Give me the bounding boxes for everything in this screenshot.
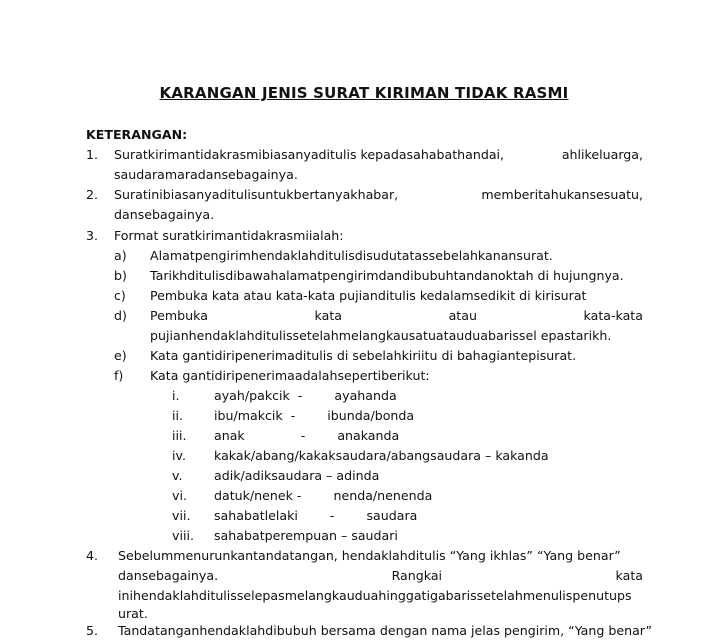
- sub-letter: c): [114, 288, 126, 303]
- item-line: [114, 145, 643, 165]
- roman-number: vii.: [172, 508, 191, 523]
- roman-number: viii.: [172, 528, 194, 543]
- sub-letter: a): [114, 248, 127, 263]
- item-number: 3.: [86, 228, 99, 243]
- item-text: memberitahukansesuatu,: [481, 187, 643, 202]
- item-text: Suratkirimantidakrasmibiasanyaditulis kepadasahabathandai,: [114, 147, 505, 162]
- roman-text: datuk/nenek - nenda/nenenda: [214, 488, 433, 503]
- item-number: 4.: [86, 548, 99, 563]
- item-text: kata: [615, 568, 643, 583]
- item-line: [114, 185, 643, 205]
- sub-text: Tarikhditulisdibawahalamatpengirimdandibubuhtandanoktah di hujungnya.: [150, 268, 624, 283]
- item-text: dansebagainya.: [114, 207, 215, 222]
- sub-word: kata: [314, 308, 342, 323]
- item-text: Format suratkirimantidakrasmiialah:: [114, 228, 344, 243]
- section-heading: KETERANGAN:: [86, 127, 188, 142]
- sub-letter: e): [114, 348, 127, 363]
- roman-number: iv.: [172, 448, 186, 463]
- sub-letter: b): [114, 268, 127, 283]
- item-text: Sebelummenurunkantandatangan, hendaklahditulis “Yang ikhlas” “Yang benar”: [118, 548, 621, 563]
- item-text: inihendaklahditulisselepasmelangkauduahinggatigabarissetelahmenulispenutups: [118, 588, 632, 603]
- sub-text: Kata gantidiripenerimaditulis di sebelahkiriitu di bahagiantepisurat.: [150, 348, 577, 363]
- item-number: 5.: [86, 623, 99, 638]
- document-title: KARANGAN JENIS SURAT KIRIMAN TIDAK RASMI: [159, 84, 569, 102]
- roman-number: ii.: [172, 408, 184, 423]
- item-text: Tandatanganhendaklahdibubuh bersama dengan nama jelas pengirim, “Yang benar”: [118, 623, 653, 638]
- sub-line: [150, 306, 643, 326]
- roman-text: sahabatlelaki - saudara: [214, 508, 418, 523]
- roman-number: vi.: [172, 488, 187, 503]
- item-text: saudaramaradansebagainya.: [114, 167, 298, 182]
- item-text: Rangkai: [391, 568, 443, 583]
- roman-text: adik/adiksaudara – adinda: [214, 468, 380, 483]
- item-text: urat.: [118, 606, 148, 621]
- item-line: [118, 566, 643, 586]
- roman-number: iii.: [172, 428, 187, 443]
- item-text: Suratinibiasanyaditulisuntukbertanyakhabar,: [114, 187, 399, 202]
- roman-text: anak - anakanda: [214, 428, 400, 443]
- sub-text: Kata gantidiripenerimaadalahsepertiberikut:: [150, 368, 430, 383]
- item-text: ahlikeluarga,: [561, 147, 643, 162]
- roman-text: ibu/makcik - ibunda/bonda: [214, 408, 415, 423]
- item-number: 1.: [86, 147, 99, 162]
- sub-text: pujianhendaklahditulissetelahmelangkausatuatauduabarissel epastarikh.: [150, 328, 612, 343]
- roman-text: kakak/abang/kakaksaudara/abangsaudara – kakanda: [214, 448, 549, 463]
- sub-text: Pembuka kata atau kata-kata pujianditulis kedalamsedikit di kirisurat: [150, 288, 587, 303]
- sub-letter: d): [114, 308, 127, 323]
- item-text: dansebagainya.: [118, 568, 219, 583]
- roman-number: v.: [172, 468, 183, 483]
- sub-word: atau: [448, 308, 477, 323]
- sub-letter: f): [114, 368, 124, 383]
- roman-number: i.: [172, 388, 180, 403]
- sub-word: Pembuka: [150, 308, 208, 323]
- roman-text: ayah/pakcik - ayahanda: [214, 388, 397, 403]
- sub-word: kata-kata: [583, 308, 643, 323]
- sub-text: Alamatpengirimhendaklahditulisdisudutatassebelahkanansurat.: [150, 248, 553, 263]
- roman-text: sahabatperempuan – saudari: [214, 528, 398, 543]
- item-number: 2.: [86, 187, 99, 202]
